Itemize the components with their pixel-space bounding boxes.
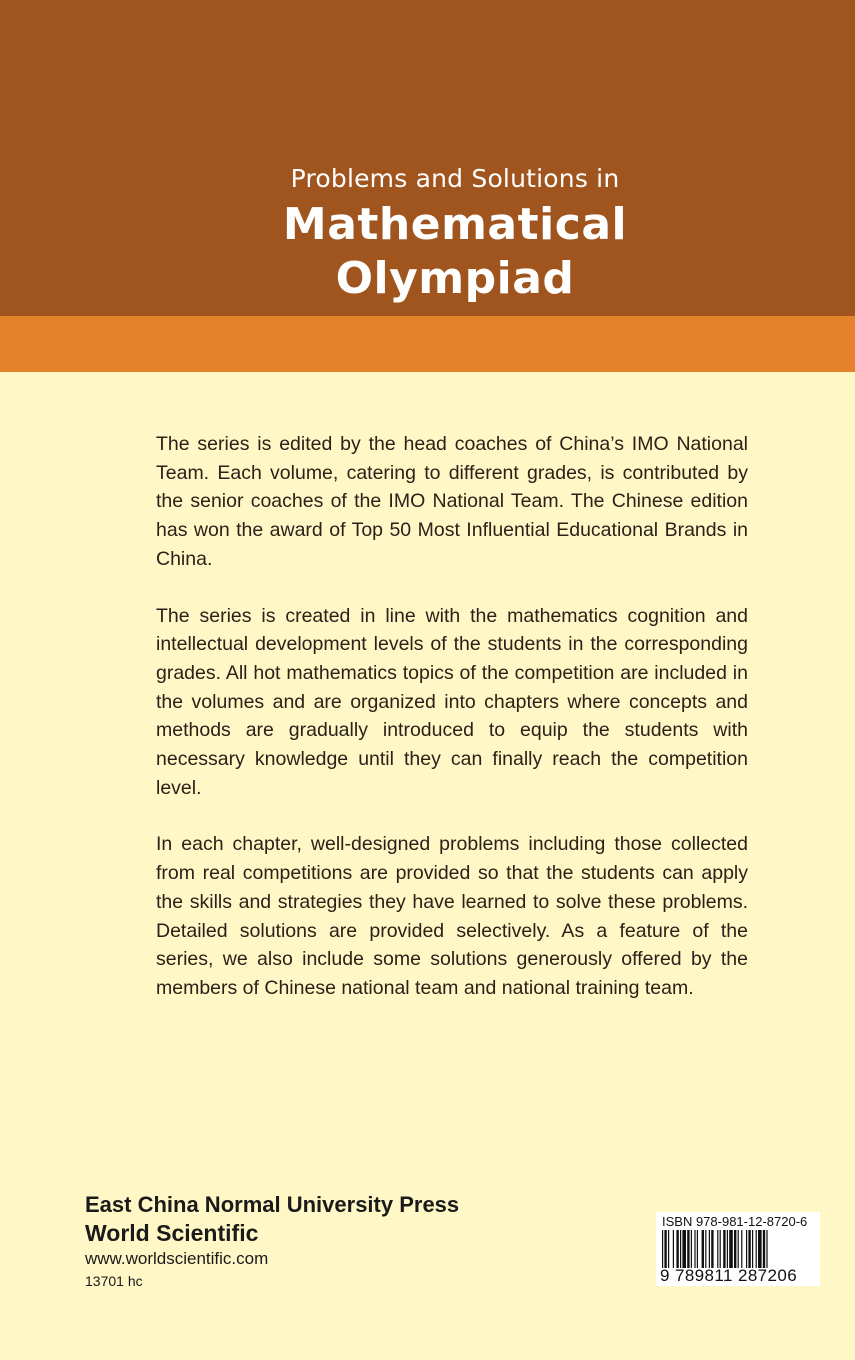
publisher-name: World Scientific bbox=[85, 1220, 259, 1246]
barcode-bar bbox=[702, 1230, 704, 1268]
barcode-bar bbox=[717, 1230, 718, 1268]
cover-title-line-2: Olympiad bbox=[335, 253, 575, 304]
barcode-bar bbox=[723, 1230, 725, 1268]
barcode-bar bbox=[756, 1230, 757, 1268]
barcode-bar bbox=[758, 1230, 762, 1268]
product-code: 13701 hc bbox=[85, 1273, 143, 1289]
blurb-paragraph-1: The series is edited by the head coaches of China’s IMO National Team. Each volume, catering to different grades, is contributed by the senior coaches of the IMO National Team. The Chinese edition has won the award of Top 50 Most Influential Educational Brands in China. bbox=[156, 433, 748, 570]
barcode-bar bbox=[662, 1230, 663, 1268]
barcode-bar bbox=[734, 1230, 736, 1268]
barcode-bar bbox=[664, 1230, 666, 1268]
publisher-url: www.worldscientific.com bbox=[85, 1249, 269, 1268]
publisher-block bbox=[85, 1190, 459, 1291]
barcode-bar bbox=[705, 1230, 706, 1268]
barcode-bar bbox=[763, 1230, 765, 1268]
barcode-bar bbox=[668, 1230, 669, 1268]
blurb-paragraph-3: In each chapter, well-designed problems including those collected from real competitions are provided so that the students can apply the skills and strategies they have learned to solve these problems. Detailed solutions are provided selectively. As a feature of the series, we also include some solutions generously offered by the members of Chinese national team and national training team. bbox=[156, 833, 748, 999]
cover-title-line-1: Mathematical bbox=[282, 199, 628, 250]
barcode-bar bbox=[694, 1230, 695, 1268]
barcode-bar bbox=[711, 1230, 713, 1268]
barcode-bar bbox=[680, 1230, 681, 1268]
isbn-label: ISBN 978-981-12-8720-6 bbox=[662, 1214, 808, 1229]
blurb bbox=[156, 430, 748, 1031]
barcode-bar bbox=[748, 1230, 750, 1268]
barcode-bar bbox=[766, 1230, 767, 1268]
barcode-bar bbox=[697, 1230, 698, 1268]
barcode-bar bbox=[673, 1230, 674, 1268]
barcode-box bbox=[656, 1212, 820, 1286]
barcode-bar bbox=[746, 1230, 747, 1268]
barcode-bar bbox=[720, 1230, 721, 1268]
barcode-bar bbox=[709, 1230, 710, 1268]
barcode-digits: 9 789811 287206 bbox=[660, 1266, 798, 1285]
barcode-icon bbox=[660, 1230, 816, 1270]
barcode-bar bbox=[729, 1230, 733, 1268]
title-block bbox=[0, 160, 855, 306]
barcode-bar bbox=[682, 1230, 686, 1268]
barcode-bar bbox=[676, 1230, 678, 1268]
blurb-paragraph-2: The series is created in line with the mathematics cognition and intellectual development levels of the students in the corresponding grades. All hot mathematics topics of the competition are included in the volumes and are organized into chapters where concepts and methods are gradually introduced to equip the students with necessary knowledge until they can finally reach the competition level. bbox=[156, 604, 748, 799]
barcode-bar bbox=[752, 1230, 753, 1268]
barcode-bar bbox=[727, 1230, 728, 1268]
cover-subtitle: Problems and Solutions in bbox=[290, 164, 620, 193]
barcode-bar bbox=[691, 1230, 692, 1268]
cover-accent-band bbox=[0, 316, 855, 372]
publisher-press: East China Normal University Press bbox=[85, 1192, 460, 1217]
barcode-bar bbox=[741, 1230, 742, 1268]
barcode-bar bbox=[687, 1230, 689, 1268]
barcode-bar bbox=[738, 1230, 739, 1268]
